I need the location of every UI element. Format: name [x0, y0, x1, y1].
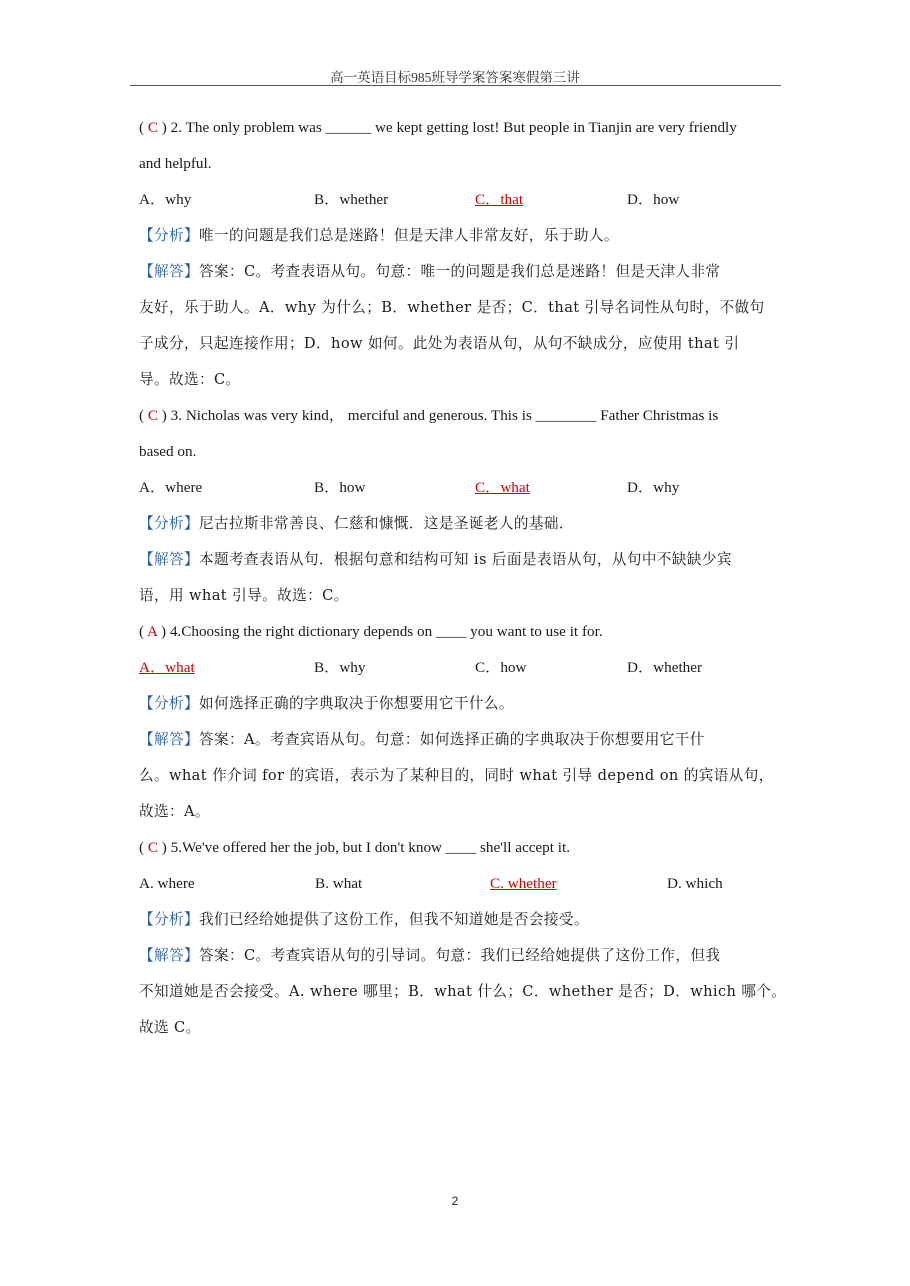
option-correct: C．that: [475, 191, 524, 208]
option: B. what: [315, 875, 363, 892]
option: D．why: [627, 479, 680, 496]
question-stem-line: [139, 434, 779, 470]
solution-text: 么。what 作介词 for 的宾语，表示为了某种目的，同时 what 引导 depend on 的宾语从句，: [139, 767, 774, 784]
option: B．whether: [314, 191, 389, 208]
analysis-line: [139, 902, 779, 938]
paren-open: (: [139, 839, 148, 856]
solution-line: [139, 326, 779, 362]
option-correct: C. whether: [490, 875, 557, 892]
analysis-tag: 【分析】: [139, 695, 199, 712]
question-stem-line: [139, 614, 779, 650]
option-correct: A．what: [139, 659, 195, 676]
option: D．whether: [627, 659, 703, 676]
solution-text: 语，用 what 引导。故选：C。: [139, 587, 349, 604]
answer-letter: C: [147, 407, 158, 424]
solution-tag: 【解答】: [139, 551, 199, 568]
question-block: [139, 614, 779, 830]
analysis-line: [139, 686, 779, 722]
option: B．how: [314, 479, 366, 496]
question-stem-text: based on.: [139, 443, 197, 460]
solution-line: [139, 1010, 779, 1046]
solution-line: [139, 254, 779, 290]
analysis-tag: 【分析】: [139, 911, 199, 928]
paren-open: (: [139, 407, 148, 424]
paren-close: ): [157, 623, 170, 640]
header-divider: [130, 85, 781, 86]
option: D. which: [667, 875, 723, 892]
option-correct: C．what: [475, 479, 530, 496]
option: A．why: [139, 191, 192, 208]
option: A. where: [139, 875, 195, 892]
analysis-text: 尼古拉斯非常善良、仁慈和慷慨．这是圣诞老人的基础．: [198, 515, 574, 532]
answer-letter: C: [147, 119, 158, 136]
page-number: 2: [451, 1194, 459, 1208]
solution-tag: 【解答】: [139, 947, 199, 964]
analysis-text: 我们已经给她提供了这份工作，但我不知道她是否会接受。: [198, 911, 589, 928]
solution-text: 本题考查表语从句．根据句意和结构可知 is 后面是表语从句，从句中不缺缺少宾: [198, 551, 732, 568]
question-block: [139, 830, 787, 1046]
solution-text: 不知道她是否会接受。A. where 哪里；B．what 什么；C．whether 是否；D．which 哪个。: [139, 983, 787, 1000]
options-row: [139, 470, 779, 506]
question-stem-text: and helpful.: [139, 155, 212, 172]
solution-line: [139, 542, 779, 578]
analysis-tag: 【分析】: [139, 227, 199, 244]
answer-content: [139, 110, 787, 1046]
question-stem-line: [139, 830, 779, 866]
answer-letter: A: [147, 623, 158, 640]
option: B．why: [314, 659, 366, 676]
options-row: [139, 182, 779, 218]
question-stem-line: [139, 146, 779, 182]
options-row: [139, 650, 779, 686]
solution-tag: 【解答】: [139, 731, 199, 748]
solution-line: [139, 758, 779, 794]
question-stem-text: 2. The only problem was ______ we kept getting lost! But people in Tianjin are very friendly: [170, 119, 737, 136]
analysis-text: 唯一的问题是我们总是迷路！但是天津人非常友好，乐于助人。: [198, 227, 619, 244]
paren-close: ): [158, 119, 171, 136]
options-row: [139, 866, 779, 902]
question-stem-text: 5.We've offered her the job, but I don't know ____ she'll accept it.: [170, 839, 571, 856]
solution-text: 友好，乐于助人。A．why 为什么；B．whether 是否；C．that 引导名词性从句时，不做句: [139, 299, 765, 316]
paren-close: ): [158, 839, 171, 856]
paren-open: (: [139, 623, 148, 640]
solution-line: [139, 938, 779, 974]
solution-text: 故选 C。: [139, 1019, 201, 1036]
paren-close: ): [158, 407, 171, 424]
solution-text: 答案：C。考查宾语从句的引导词。句意：我们已经给她提供了这份工作，但我: [198, 947, 721, 964]
question-block: [139, 110, 779, 398]
solution-text: 子成分，只起连接作用；D．how 如何。此处为表语从句，从句不缺成分，应使用 that 引: [139, 335, 740, 352]
question-stem-text: 4.Choosing the right dictionary depends on ____ you want to use it for.: [169, 623, 603, 640]
question-stem-line: [139, 398, 779, 434]
solution-line: [139, 794, 779, 830]
solution-line: [139, 578, 779, 614]
option: D．how: [627, 191, 680, 208]
solution-line: [139, 722, 779, 758]
analysis-line: [139, 506, 779, 542]
analysis-line: [139, 218, 779, 254]
solution-text: 导。故选：C。: [139, 371, 241, 388]
question-block: [139, 398, 779, 614]
solution-line: [139, 362, 779, 398]
option: A．where: [139, 479, 203, 496]
analysis-tag: 【分析】: [139, 515, 199, 532]
solution-line: [139, 974, 787, 1010]
question-stem-line: [139, 110, 779, 146]
option: C．how: [475, 659, 527, 676]
solution-line: [139, 290, 779, 326]
answer-letter: C: [147, 839, 158, 856]
solution-text: 答案：C。考查表语从句。句意：唯一的问题是我们总是迷路！但是天津人非常: [198, 263, 721, 280]
solution-tag: 【解答】: [139, 263, 199, 280]
page-header-title: 高一英语目标985班导学案答案寒假第三讲: [330, 70, 580, 85]
analysis-text: 如何选择正确的字典取决于你想要用它干什么。: [198, 695, 514, 712]
question-stem-text: 3. Nicholas was very kind， merciful and generous. This is ________ Father Christmas is: [170, 407, 719, 424]
solution-text: 故选：A。: [139, 803, 210, 820]
paren-open: (: [139, 119, 148, 136]
solution-text: 答案：A。考查宾语从句。句意：如何选择正确的字典取决于你想要用它干什: [198, 731, 705, 748]
